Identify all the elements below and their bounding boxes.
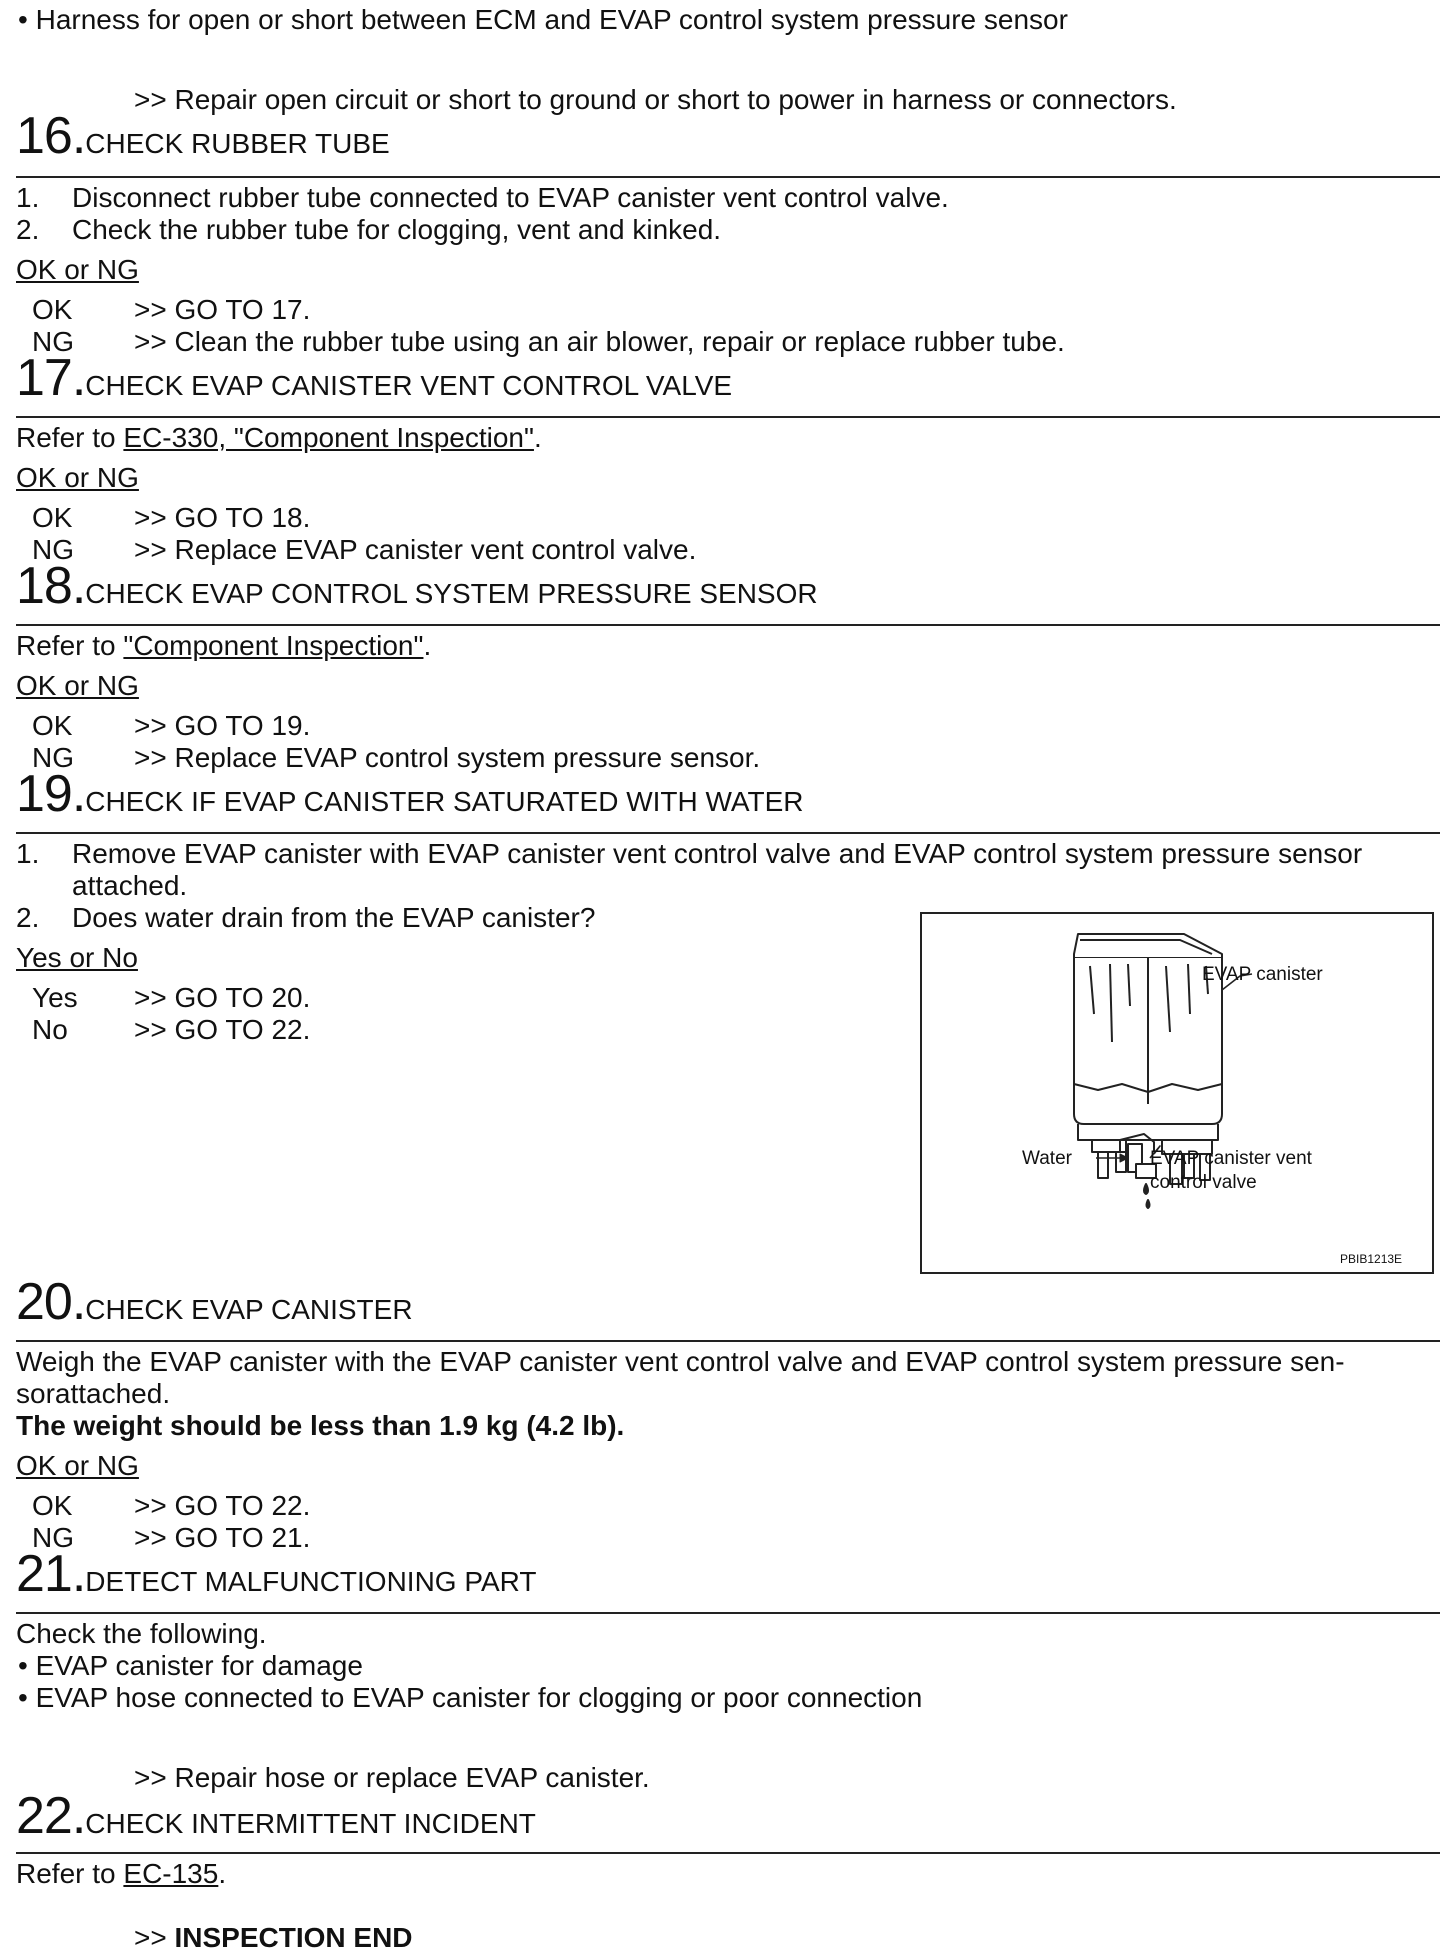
bullet-text: Harness for open or short between ECM and EVAP control system pressure sensor [35,4,1068,35]
result-action: >> GO TO 18. [134,502,311,533]
result-action: >> GO TO 17. [134,294,311,325]
bullet-item: • EVAP hose connected to EVAP canister for clogging or poor connection [18,1682,923,1713]
end-prefix: >> [134,1922,175,1953]
result-key: NG [32,534,74,565]
section-21-heading [16,1546,536,1602]
result-action: >> Replace EVAP canister vent control valve. [134,534,697,565]
result-action: >> GO TO 22. [134,1490,311,1521]
ref-prefix: Refer to [16,422,124,453]
step-title: CHECK IF EVAP CANISTER SATURATED WITH WATER [85,786,804,817]
divider [16,1612,1440,1614]
ref-link-ec-135[interactable]: EC-135 [123,1858,219,1889]
result-key: OK [32,502,73,533]
result-key: OK [32,294,73,325]
bullet-item: • EVAP canister for damage [18,1650,363,1681]
evap-canister-illustration [922,914,1432,1272]
end-label: INSPECTION END [174,1922,413,1953]
inspection-end [134,1922,413,1954]
step-title: DETECT MALFUNCTIONING PART [85,1566,537,1597]
step-number: 1. [16,182,40,213]
step-number: 2. [16,214,40,245]
ref-prefix: Refer to [16,630,124,661]
divider [16,832,1440,834]
result-action: >> GO TO 19. [134,710,311,741]
result-action: >> Clean the rubber tube using an air blower, repair or replace rubber tube. [134,326,1065,357]
step-number: 2. [16,902,40,933]
section-20-heading [16,1274,413,1330]
step-title: CHECK EVAP CANISTER [85,1294,413,1325]
step-title: CHECK EVAP CONTROL SYSTEM PRESSURE SENSOR [85,578,818,609]
divider [16,1852,1440,1854]
step-text: Disconnect rubber tube connected to EVAP canister vent control valve. [72,182,949,213]
step-text: Remove EVAP canister with EVAP canister vent control valve and EVAP control system pressure sensor [72,838,1363,869]
step-number: 20. [16,1273,86,1331]
label-evap-canister: EVAP canister [1202,964,1323,985]
section-17-heading [16,350,732,406]
divider [16,176,1440,178]
result-action: >> Replace EVAP control system pressure sensor. [134,742,761,773]
result-action: >> GO TO 22. [134,1014,311,1045]
result-label: OK or NG [16,670,139,701]
ref-suffix: . [423,630,432,661]
body-text: Check the following. [16,1618,267,1649]
step-number: 19. [16,765,86,823]
step-number: 16. [16,107,86,165]
body-text: Weigh the EVAP canister with the EVAP canister vent control valve and EVAP control system pressure sen- [16,1346,1345,1377]
label-vent-valve-line1: EVAP canister vent [1150,1148,1312,1169]
action-text: >> Repair open circuit or short to ground or short to power in harness or connectors. [134,84,1177,115]
ref-suffix: . [218,1858,227,1889]
reference-line [16,1858,226,1890]
result-label: Yes or No [16,942,138,973]
result-action: >> GO TO 21. [134,1522,311,1553]
divider [16,624,1440,626]
figure-code: PBIB1213E [1340,1252,1403,1266]
step-number: 18. [16,557,86,615]
step-number: 21. [16,1545,86,1603]
section-22-heading [16,1788,536,1844]
bullet-text: EVAP canister for damage [35,1650,363,1681]
label-vent-valve-line2: control valve [1150,1172,1257,1193]
step-title: CHECK EVAP CANISTER VENT CONTROL VALVE [85,370,733,401]
step-number: 17. [16,349,86,407]
step-text: Does water drain from the EVAP canister? [72,902,596,933]
result-key: OK [32,710,73,741]
evap-canister-figure [920,912,1434,1274]
result-key: Yes [32,982,78,1013]
reference-line [16,630,431,662]
section-19-heading [16,766,804,822]
step-number: 1. [16,838,40,869]
bullet-text: EVAP hose connected to EVAP canister for clogging or poor connection [35,1682,923,1713]
divider [16,1340,1440,1342]
result-key: No [32,1014,68,1045]
ref-suffix: . [533,422,542,453]
action-text: >> Repair hose or replace EVAP canister. [134,1762,650,1793]
step-text: Check the rubber tube for clogging, vent and kinked. [72,214,722,245]
ref-link-ec-330[interactable]: EC-330, "Component Inspection" [123,422,534,453]
divider [16,416,1440,418]
step-number: 22. [16,1787,86,1845]
step-text-continued: attached. [72,870,188,901]
result-key: OK [32,1490,73,1521]
spec-note: The weight should be less than 1.9 kg (4.2 lb). [16,1410,625,1441]
reference-line [16,422,542,454]
step-title: CHECK RUBBER TUBE [85,128,390,159]
step-title: CHECK INTERMITTENT INCIDENT [85,1808,536,1839]
section-16-heading [16,108,390,164]
ref-link-component-inspection[interactable]: "Component Inspection" [123,630,424,661]
result-label: OK or NG [16,1450,139,1481]
result-action: >> GO TO 20. [134,982,311,1013]
label-water: Water [1022,1148,1072,1169]
result-label: OK or NG [16,462,139,493]
bullet-item: • Harness for open or short between ECM and EVAP control system pressure sensor [18,4,1068,35]
ref-prefix: Refer to [16,1858,124,1889]
result-label: OK or NG [16,254,139,285]
body-text-continued: sorattached. [16,1378,171,1409]
result-key: NG [32,326,74,357]
section-18-heading [16,558,818,614]
result-key: NG [32,742,74,773]
result-key: NG [32,1522,74,1553]
